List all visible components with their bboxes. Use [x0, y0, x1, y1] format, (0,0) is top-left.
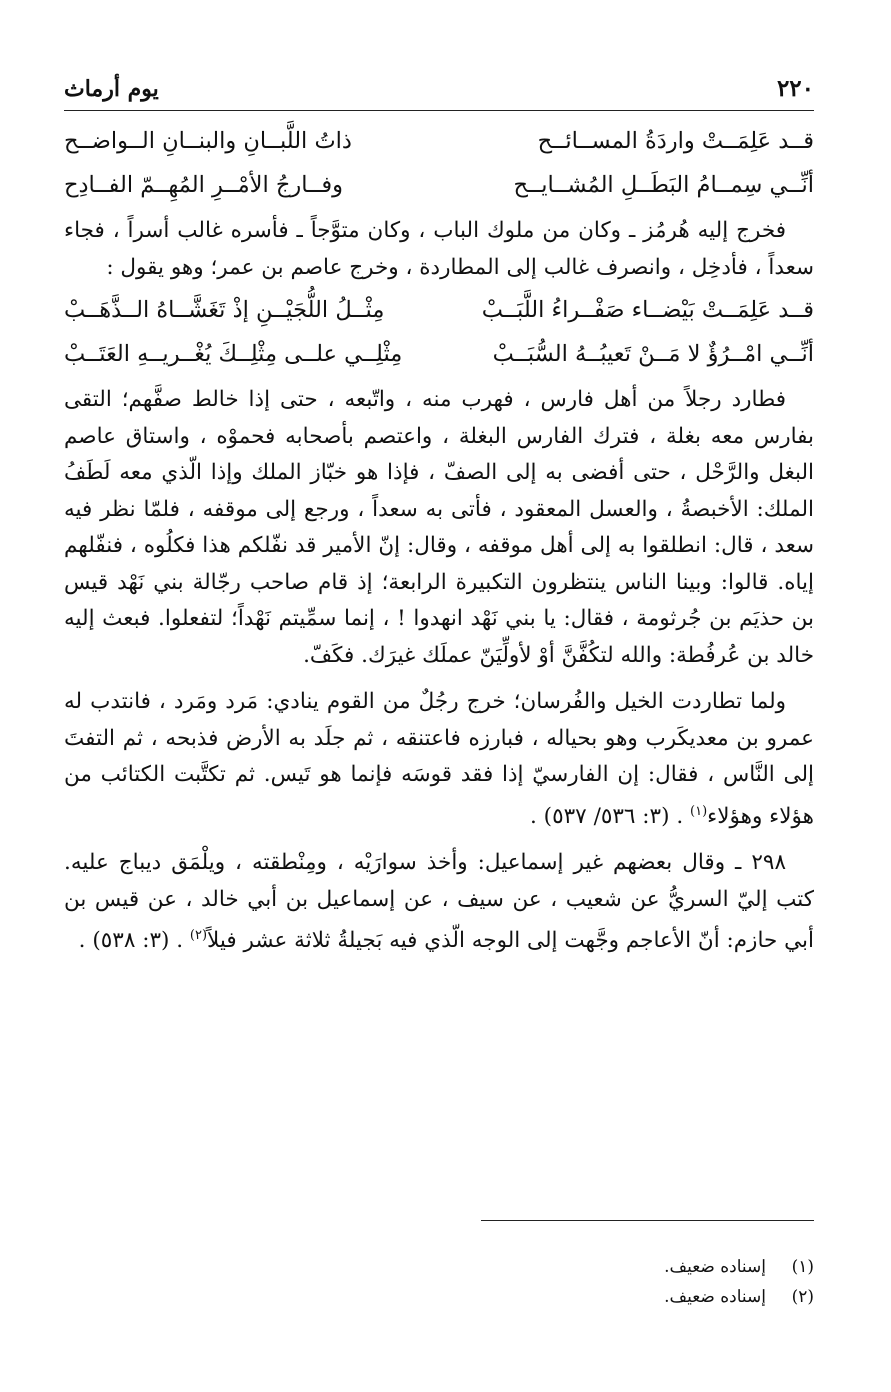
page [64, 66, 814, 960]
footnote-separator [481, 1220, 814, 1221]
footnote-ref-1: (١) [690, 803, 708, 819]
verse-hemistich-right: قــد عَلِمَــتْ بَيْضــاء صَفْــراءُ اللَّبَــبْ [481, 297, 814, 323]
paragraph-2: فطارد رجلاً من أهل فارس ، فهرب منه ، واتّبعه ، حتى إذا خالط صفَّهم؛ التقى بفارس معه بغلة ، فترك الفارس البغلة ، واعتصم بأصحابه فحموْه ، واستاق عاصم البغل والرَّحْل ، حتى أفضى به إلى الصفّ ، فإذا هو خبّاز الملك وإذا الّذي معه لَطَفُ الملك: الأخبصةُ ، والعسل المعقود ، فأتى به سعداً ، ورجع إلى موقفه ، فلمّا نظر فيه سعد ، قال: انطلقوا به إلى أهل موقفه ، وقال: إنّ الأمير قد نفّلكم هذا فكلُوه ، فنفّلهم إياه. قالوا: وبينا الناس ينتظرون التكبيرة الرابعة؛ إذ قام صاحب رجّالة بني نَهْد قيس بن حذيَم بن جُرثومة ، فقال: يا بني نَهْد انهدوا ! ، إنما سمِّيتم نَهْداً؛ لتفعلوا. فبعث إليه خالد بن عُرفُطة: والله لتكُفَّنَّ أوْ لأولِّيَنّ عملَك غيرَك. فكَفّ. [64, 387, 814, 668]
running-title: يوم أرماث [64, 76, 159, 102]
verse-hemistich-left: وفــارجُ الأمْــرِ المُهِــمّ الفــادِح [64, 172, 343, 198]
footnote-number: (٢) [791, 1287, 814, 1307]
footnote-number: (١) [791, 1257, 814, 1277]
footnote-text: إسناده ضعيف. [664, 1257, 766, 1277]
paragraph-3 [64, 684, 814, 835]
paragraph-4-text: ٢٩٨ ـ وقال بعضهم غير إسماعيل: وأخذ سوارَيْه ، ومِنْطقته ، ويلْمَق ديباج عليه. كتب إليّ السريُّ عن شعيب ، عن سيف ، عن إسماعيل بن أبي خالد ، عن قيس بن أبي حازم: أنّ الأعاجم وجَّهت إلى الوجه الّذي فيه بَجيلةُ ثلاثة عشر فيلاً [64, 850, 814, 954]
footnote-ref-2: (٢) [189, 928, 208, 944]
footnotes [64, 1252, 814, 1312]
footnote [64, 1282, 814, 1312]
footnote-text: إسناده ضعيف. [664, 1287, 766, 1307]
verse-hemistich-left: ذاتُ اللَّبــانِ والبنــانِ الــواضــح [64, 128, 352, 154]
page-number: ٢٢٠ [776, 75, 814, 102]
verse-line [64, 163, 814, 207]
verse-hemistich-right: أنِّــي سِمــامُ البَطَــلِ المُشــايــح [513, 172, 814, 198]
verse-line [64, 332, 814, 376]
paragraph-3-citation: . (٣: ٥٣٦/ ٥٣٧) . [530, 803, 690, 829]
paragraph-4 [64, 845, 814, 960]
verse-hemistich-right: أنِّــي امْــرُؤٌ لا مَــنْ تَعيبُــهُ السُّبَــبْ [492, 341, 814, 367]
page-header [64, 66, 814, 111]
verse-hemistich-left: مِثْــلُ اللُّجَيْــنِ إذْ تَغَشَّــاهُ الــذَّهَــبْ [64, 297, 385, 323]
verse-block-1 [64, 119, 814, 207]
paragraph-4-citation: . (٣: ٥٣٨) . [78, 928, 190, 954]
paragraph-3-text: ولما تطاردت الخيل والفُرسان؛ خرج رجُلٌ من القوم ينادي: مَرد ومَرد ، فانتدب له عمرو بن معديكَرب وهو بحياله ، فبارزه فاعتنقه ، ثم جلَد به الأرض فذبحه ، ثم التفتَ إلى النَّاس ، فقال: إن الفارسيّ إذا فقد قوسَه فإنما هو تَيس. ثم تكتَّبت الكتائب من هؤلاء وهؤلاء [64, 689, 814, 829]
verse-block-2 [64, 288, 814, 376]
verse-line [64, 119, 814, 163]
paragraph-1: فخرج إليه هُرمُز ـ وكان من ملوك الباب ، وكان متوَّجاً ـ فأسره غالب أسراً ، فجاء سعداً ، فأدخِل ، وانصرف غالب إلى المطاردة ، وخرج عاصم بن عمر؛ وهو يقول : [64, 218, 814, 280]
footnote [64, 1252, 814, 1282]
verse-hemistich-right: قــد عَلِمَــتْ واردَةُ المســائــح [537, 128, 814, 154]
verse-line [64, 288, 814, 332]
verse-hemistich-left: مِثْلِــي علــى مِثْلِــكَ يُغْــريــهِ العَتَــبْ [64, 341, 403, 367]
